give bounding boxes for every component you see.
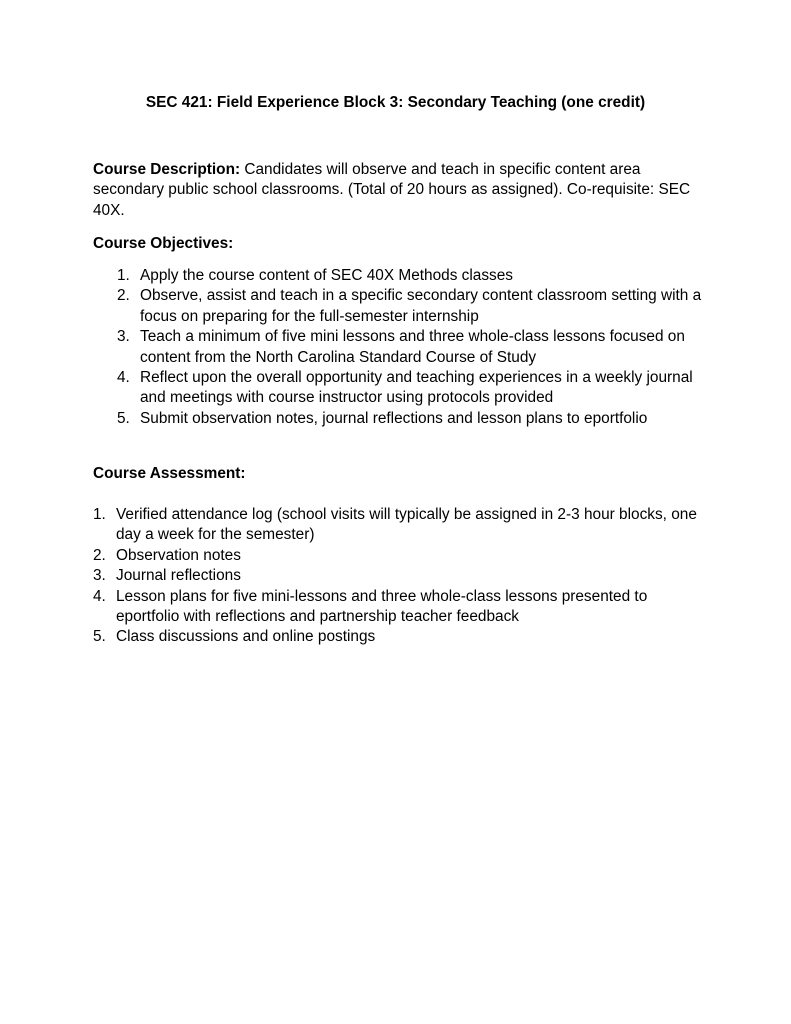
item-number: 4. [93,587,106,605]
item-number: 5. [117,409,130,427]
item-text: Class discussions and online postings [116,628,376,646]
item-number: 2. [117,287,130,305]
course-description-text: Candidates will observe and teach in specific content area secondary public school classrooms. (Total of 20 hours as assigned). Co-requisite: SEC 40X. [93,161,691,219]
document-title: SEC 421: Field Experience Block 3: Secondary Teaching (one credit) [145,94,646,111]
objective-item [117,266,710,286]
item-text: Verified attendance log (school visits will typically be assigned in 2-3 hour blocks, one day a week for the semester) [116,506,697,544]
item-number: 1. [93,506,106,523]
item-text: Apply the course content of SEC 40X Methods classes [140,267,513,284]
course-description [93,160,713,221]
item-text: Observation notes [116,546,241,564]
item-text: Journal reflections [116,567,241,585]
item-text: Reflect upon the overall opportunity and teaching experiences in a weekly journal and meetings with course instructor using protocols provided [140,369,693,407]
item-text: Lesson plans for five mini-lessons and three whole-class lessons presented to eportfolio with reflections and partnership teacher feedback [116,587,648,626]
item-number: 3. [93,567,106,585]
objective-item [117,368,710,409]
objective-item [117,327,710,368]
item-text: Observe, assist and teach in a specific secondary content classroom setting with a focus on preparing for the full-semester internship [140,287,702,325]
assessment-item [93,627,706,647]
objectives-list [117,266,710,429]
item-number: 1. [117,267,130,284]
objectives-heading: Course Objectives: [93,235,234,252]
item-number: 2. [93,546,106,564]
item-number: 4. [117,369,130,387]
item-number: 3. [117,328,130,346]
assessment-item [93,546,706,566]
item-text: Submit observation notes, journal reflections and lesson plans to eportfolio [140,409,648,427]
objective-item [117,286,710,327]
course-description-label: Course Description: [93,161,241,178]
item-text: Teach a minimum of five mini lessons and three whole-class lessons focused on content from the North Carolina Standard Course of Study [140,328,685,366]
assessment-item [93,587,706,628]
assessment-item [93,566,706,586]
assessment-heading: Course Assessment: [93,465,246,482]
assessment-item [93,505,706,546]
objective-item [117,409,710,429]
assessment-list [93,505,706,648]
item-number: 5. [93,628,106,646]
